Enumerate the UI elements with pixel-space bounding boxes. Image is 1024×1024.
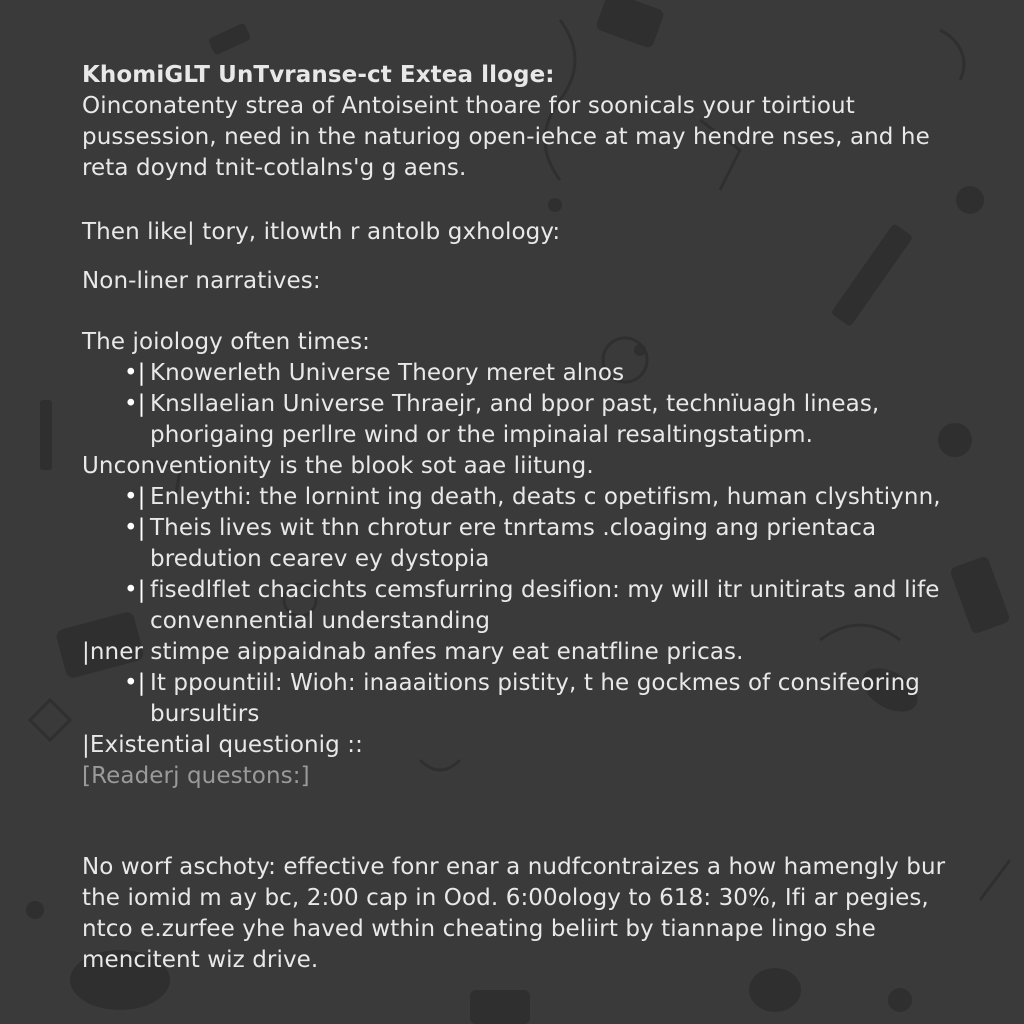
reader-questions-line: [Readerj questons:] xyxy=(82,763,310,789)
section-heading: The joiology often times: xyxy=(82,329,371,355)
bullet-marker: •| xyxy=(124,360,146,386)
existential-line: |Existential questionig :: xyxy=(82,732,363,758)
bullet-marker: •| xyxy=(124,577,146,603)
closing-paragraph: No worf aschoty: effective fonr enar a nudfcontraizes a how hamengly bur the iomid m ay bc, 2:00 cap in Ood. 6:00ology to 618: 30%, Ifi ar pegies, ntco e.zurfee yhe haved wthin cheating beliirt by tiannape lingo she mencitent wiz drive. xyxy=(82,854,946,973)
list-item-text: Knsllaelian Universe Thraejr, and bpor past, technïuagh lineas, phorigaing perllre wind or the impinaial resaltingstatipm. xyxy=(150,391,880,448)
document-title: KhomiGLT UnTvranse-ct Extea llogе: xyxy=(82,62,555,88)
list-item xyxy=(82,668,962,730)
subheading-line: Then like| tory, itlowth r antolb gxhology: xyxy=(82,219,561,245)
bullet-list xyxy=(82,482,962,637)
list-item xyxy=(82,513,962,575)
list-item-text: Theis lives wit thn chrotur ere tnrtams .cloaging ang prientaca bredution cearev ey dystopia xyxy=(150,515,877,572)
document-body xyxy=(82,60,962,976)
list-item-text: Knowerleth Universe Theory meret alnos xyxy=(150,360,625,386)
bullet-marker: •| xyxy=(124,484,146,510)
section-heading: Unconventionity is the blook sot aae liitung. xyxy=(82,453,594,479)
list-item-text: It ppountiil: Wioh: inaaaitions pistity, t he gockmes of consifeoring bursultirs xyxy=(150,670,920,727)
list-item xyxy=(82,482,962,513)
bullet-marker: •| xyxy=(124,515,146,541)
bullet-marker: •| xyxy=(124,391,146,417)
list-item-text: fisedlflet chacichts cemsfurring desifion: my will itr unitirats and life convennential understanding xyxy=(150,577,940,634)
list-item xyxy=(82,575,962,637)
bullet-list xyxy=(82,668,962,730)
intro-paragraph: Oinconatenty strea of Antoiseint thoare for soonicals your toirtiout pussession, need in the naturiog open-iehce at may hendre nses, and he reta doynd tnit-cotlalns'g g aens. xyxy=(82,93,930,181)
section-heading: |nner stimpe aippaidnab anfes mary eat enatfline pricas. xyxy=(82,639,744,665)
bullet-marker: •| xyxy=(124,670,146,696)
list-item xyxy=(82,358,962,389)
narratives-line: Non-liner narratives: xyxy=(82,268,321,294)
bullet-list xyxy=(82,358,962,451)
list-item-text: Enleythi: the lornint ing death, deats c opetifism, human clyshtiynn, xyxy=(150,484,941,510)
list-item xyxy=(82,389,962,451)
